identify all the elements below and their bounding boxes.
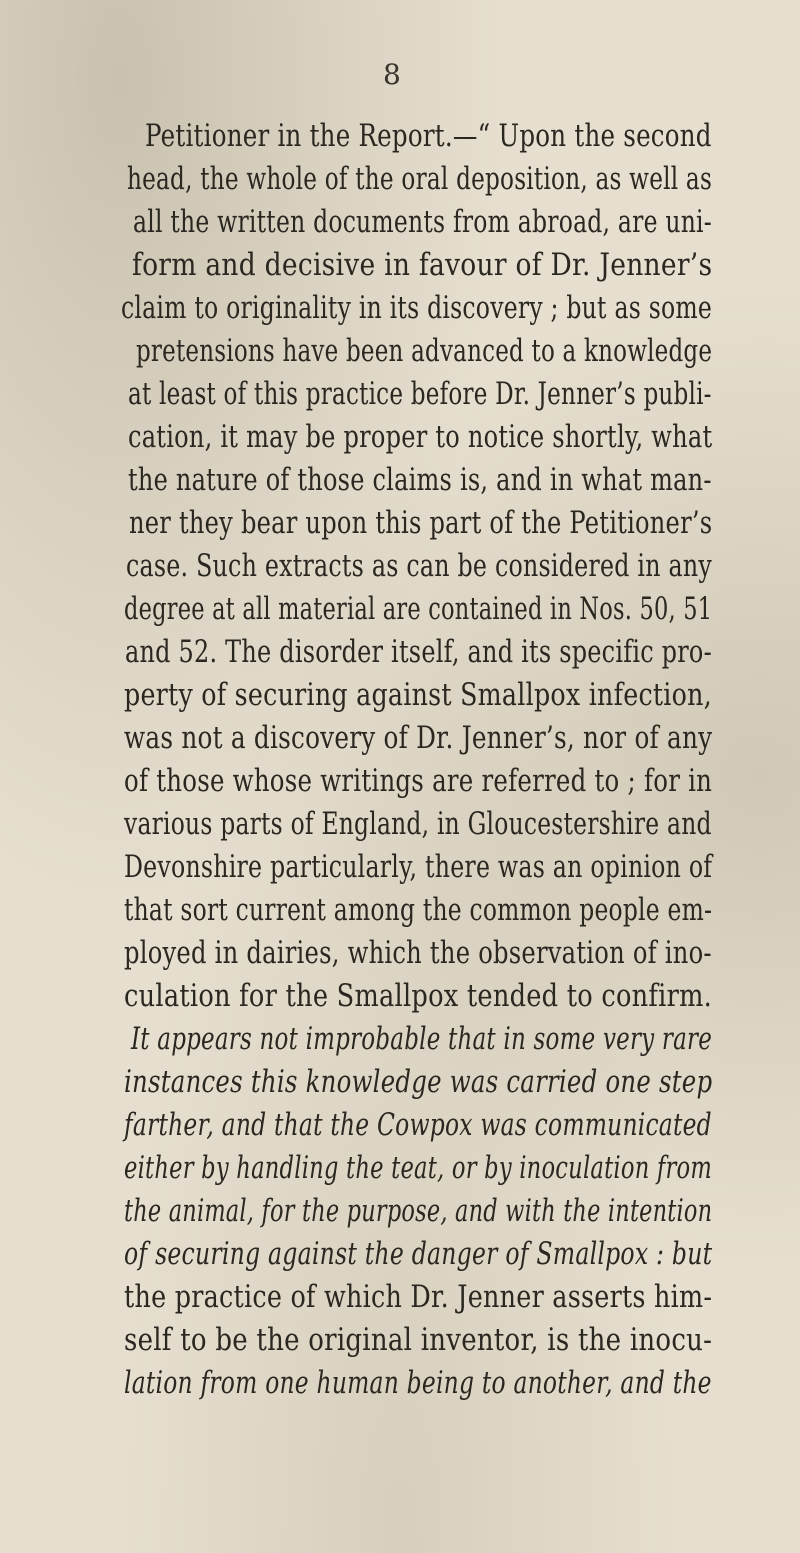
text-line: perty of securing against Smallpox infection,	[124, 677, 712, 713]
text-line: It appears not improbable that in some very rare	[131, 1021, 713, 1057]
text-line: the animal, for the purpose, and with the intention	[124, 1193, 713, 1229]
text-line: and 52. The disorder itself, and its specific pro-	[125, 634, 712, 670]
text-line: case. Such extracts as can be considered in any	[126, 548, 712, 584]
text-line: farther, and that the Cowpox was communicated	[124, 1107, 712, 1143]
text-line: lation from one human being to another, and the	[124, 1365, 712, 1401]
text-line: head, the whole of the oral deposition, as well as	[127, 161, 713, 197]
text-line: of those whose writings are referred to ; for in	[124, 763, 713, 799]
text-line: that sort current among the common people em-	[124, 892, 713, 928]
text-line: the practice of which Dr. Jenner asserts him-	[124, 1279, 713, 1315]
text-line: self to be the original inventor, is the inocu-	[124, 1322, 713, 1358]
text-line: at least of this practice before Dr. Jenner’s publi-	[128, 376, 712, 412]
text-line: ner they bear upon this part of the Petitioner’s	[129, 505, 713, 541]
text-line: the nature of those claims is, and in what man-	[128, 462, 712, 498]
text-line: pretensions have been advanced to a knowledge	[136, 333, 713, 369]
text-line: culation for the Smallpox tended to confirm.	[124, 978, 713, 1014]
text-line: cation, it may be proper to notice shortly, what	[128, 419, 713, 455]
text-line: all the written documents from abroad, are uni-	[133, 204, 712, 240]
text-line: form and decisive in favour of Dr. Jenner’s	[132, 247, 713, 283]
text-line: either by handling the teat, or by inoculation from	[124, 1150, 713, 1186]
text-line: instances this knowledge was carried one step	[124, 1064, 713, 1100]
text-line: ployed in dairies, which the observation of ino-	[124, 935, 712, 971]
text-line: claim to originality in its discovery ; but as some	[121, 290, 713, 326]
text-line: Petitioner in the Report.—“ Upon the second	[145, 118, 712, 154]
text-line: various parts of England, in Gloucestershire and	[124, 806, 712, 842]
text-line: degree at all material are contained in Nos. 50, 51	[124, 591, 713, 627]
page-number: 8	[383, 58, 401, 91]
text-line: was not a discovery of Dr. Jenner’s, nor of any	[124, 720, 713, 756]
text-line: Devonshire particularly, there was an opinion of	[124, 849, 713, 885]
text-line: of securing against the danger of Smallpox : but	[124, 1236, 713, 1272]
